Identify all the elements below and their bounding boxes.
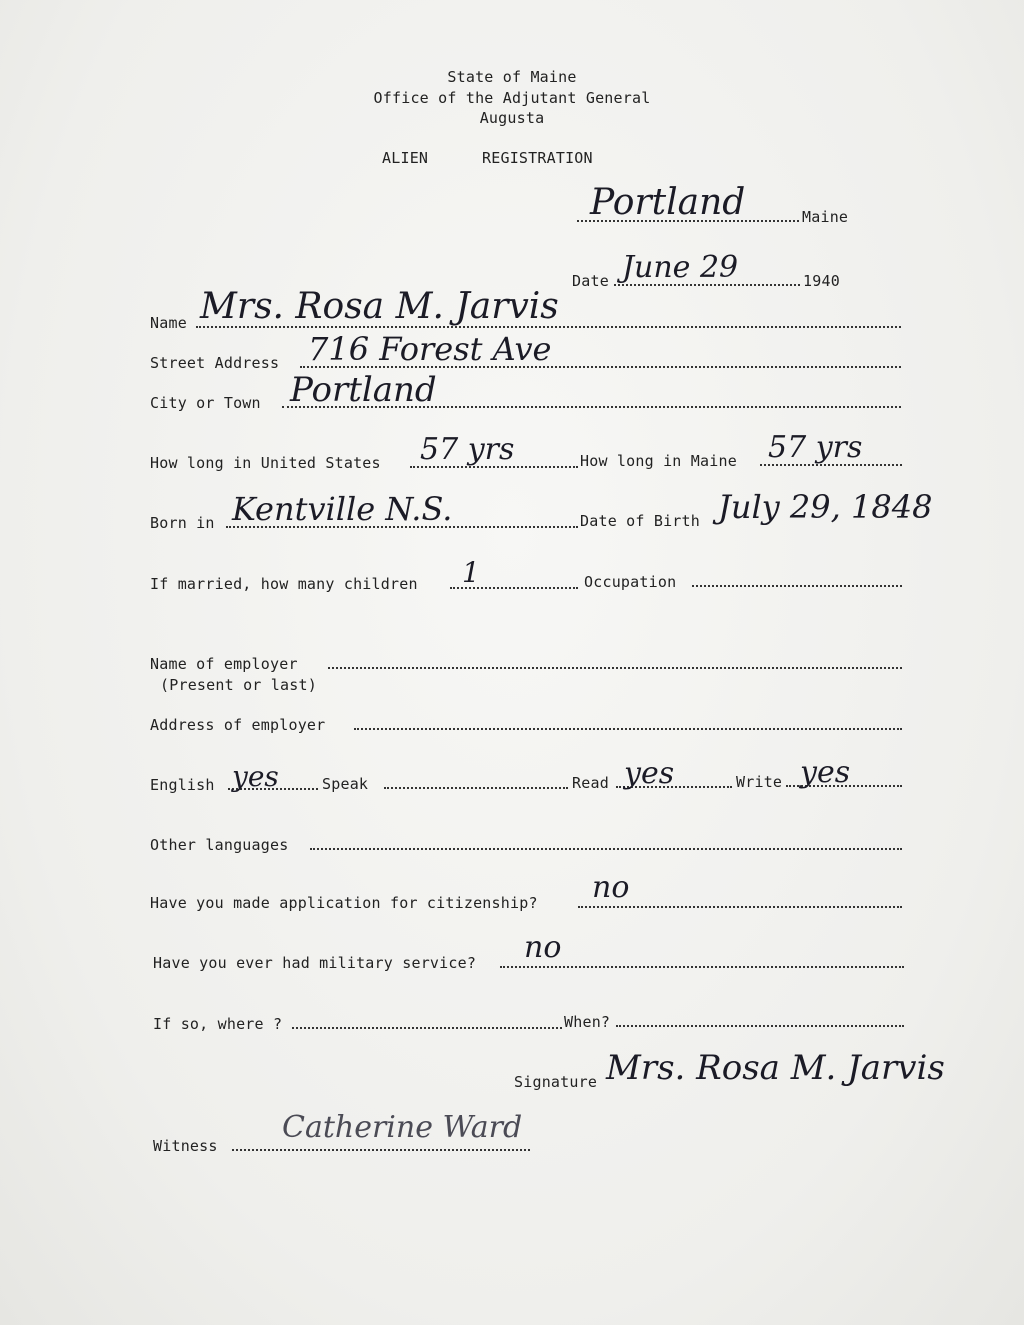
read-label: Read (572, 774, 609, 792)
other-languages-dots (310, 848, 902, 850)
citizenship-value: no (592, 870, 630, 905)
employer-address-dots (354, 728, 902, 730)
speak-label: Speak (322, 775, 369, 793)
children-value: 1 (462, 556, 480, 589)
born-in-label: Born in (150, 514, 215, 532)
how-long-us-value: 57 yrs (420, 432, 515, 467)
header-city: Augusta (479, 109, 545, 127)
dob-value: July 29, 1848 (718, 488, 933, 526)
when-dots (616, 1025, 904, 1027)
employer-sublabel: (Present or last) (160, 676, 317, 694)
where-dots (292, 1027, 562, 1029)
date-label: Date (572, 272, 609, 290)
other-languages-label: Other languages (150, 836, 289, 854)
date-value: June 29 (622, 250, 739, 285)
military-dots (500, 966, 904, 968)
citizenship-label: Have you made application for citizenship? (150, 894, 538, 912)
employer-label: Name of employer (150, 655, 298, 673)
english-value: yes (232, 760, 279, 793)
dob-label: Date of Birth (580, 512, 700, 530)
speak-dots (384, 787, 568, 789)
date-year: 1940 (803, 272, 840, 290)
how-long-us-label: How long in United States (150, 454, 381, 472)
street-label: Street Address (150, 354, 280, 372)
name-value: Mrs. Rosa M. Jarvis (200, 286, 559, 327)
write-value: yes (800, 755, 851, 790)
children-label: If married, how many children (150, 575, 418, 593)
place-suffix: Maine (802, 208, 849, 226)
form-title-registration: REGISTRATION (482, 149, 593, 167)
signature-value: Mrs. Rosa M. Jarvis (606, 1048, 945, 1088)
form-title-alien: ALIEN (382, 149, 429, 167)
occupation-label: Occupation (584, 573, 677, 591)
occupation-dots (692, 585, 902, 587)
city-value: Portland (290, 370, 437, 410)
employer-dots (328, 667, 902, 669)
header-state: State of Maine (447, 68, 577, 86)
military-label: Have you ever had military service? (153, 954, 477, 972)
witness-value: Catherine Ward (282, 1110, 523, 1145)
where-label: If so, where ? (153, 1015, 283, 1033)
how-long-maine-value: 57 yrs (768, 430, 863, 465)
when-label: When? (564, 1013, 611, 1031)
name-label: Name (150, 314, 187, 332)
read-value: yes (624, 756, 675, 791)
military-value: no (524, 930, 562, 965)
witness-label: Witness (153, 1137, 218, 1155)
street-value: 716 Forest Ave (308, 330, 552, 368)
english-label: English (150, 776, 215, 794)
witness-dots (232, 1149, 530, 1151)
city-label: City or Town (150, 394, 261, 412)
write-label: Write (736, 773, 783, 791)
signature-label: Signature (514, 1073, 598, 1091)
born-in-value: Kentville N.S. (232, 490, 453, 528)
citizenship-dots (578, 906, 902, 908)
header-office: Office of the Adjutant General (373, 89, 651, 107)
how-long-maine-label: How long in Maine (580, 452, 737, 470)
employer-address-label: Address of employer (150, 716, 326, 734)
place-value: Portland (590, 182, 746, 223)
